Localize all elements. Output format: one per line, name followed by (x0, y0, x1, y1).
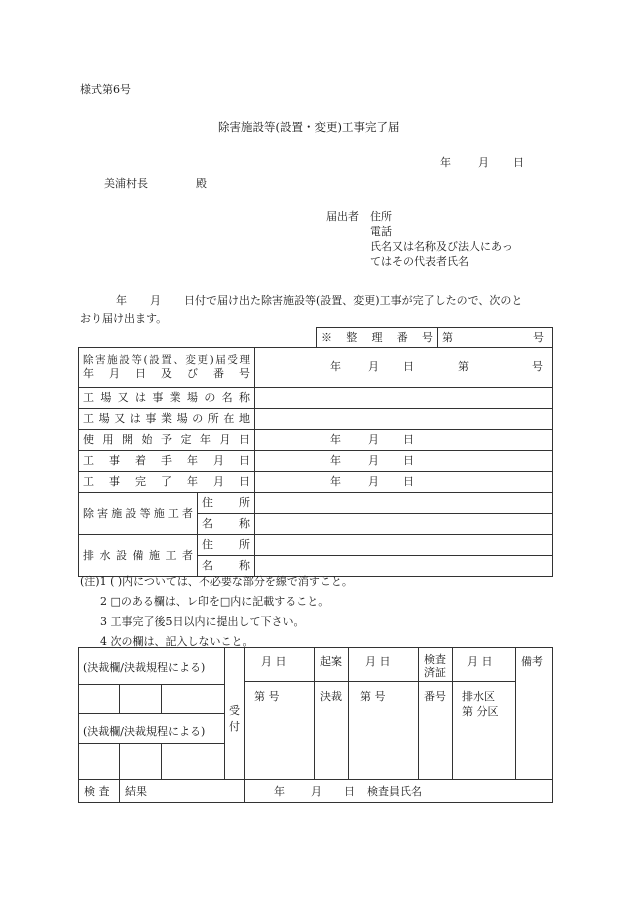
contractor2-name-value (255, 556, 553, 577)
reference-value-cell (438, 328, 553, 348)
contractor2-address-label: 住所 (198, 535, 255, 556)
kekka-label: 結果 (125, 785, 147, 798)
col-kensa-1: 検査 (424, 653, 446, 666)
dai-bunku: 第 分区 (462, 705, 499, 718)
row1-value (255, 348, 553, 388)
row5-month: 月 (368, 454, 379, 467)
col-month-day-3: 月 日 (467, 655, 493, 668)
table-row (79, 388, 553, 409)
applicant-phone-label: 電話 (370, 225, 392, 238)
intro-year: 年 (116, 294, 127, 307)
row1-label-cell (79, 348, 255, 388)
kensa-label: 検 査 (84, 785, 110, 798)
uketsuke-1: 受 (229, 704, 240, 717)
row6-label: 工事完了年月日 (79, 472, 255, 493)
intro-month: 月 (150, 294, 161, 307)
row3-value (255, 409, 553, 430)
row5-year: 年 (330, 454, 341, 467)
table-row (79, 451, 553, 472)
row5-day: 日 (403, 454, 414, 467)
row4-day: 日 (403, 433, 414, 446)
applicant-name-label-2: てはその代表者氏名 (370, 255, 469, 268)
row4-month: 月 (368, 433, 379, 446)
honorific: 殿 (196, 177, 207, 190)
document-title: 除害施設等(設置・変更)工事完了届 (218, 120, 400, 134)
table-row (79, 535, 553, 556)
row2-value (255, 388, 553, 409)
row4-label: 使用開始予定年月日 (79, 430, 255, 451)
row1-label-2: 年 月 日 及 び 番 号 (83, 367, 250, 381)
haisui-ku: 排水区 (462, 690, 495, 703)
col-kessai: 決裁 (320, 690, 342, 703)
kessai-label-1: (決裁欄/決裁規程による) (83, 661, 206, 674)
uketsuke-2: 付 (229, 720, 240, 733)
row6-value (255, 472, 553, 493)
date-month: 月 (478, 156, 489, 169)
contractor1-name-value (255, 514, 553, 535)
dai-go-1: 第 号 (254, 690, 280, 703)
table-row (79, 348, 553, 388)
contractor2-name-label: 名称 (198, 556, 255, 577)
bottom-table (78, 647, 553, 803)
contractor1-name-label: 名称 (198, 514, 255, 535)
note-3: 3 工事完了後5日以内に提出して下さい。 (100, 615, 305, 628)
table-row (79, 430, 553, 451)
intro-line1: 日付で届け出た除害施設等(設置、変更)工事が完了したので、次のと (184, 294, 523, 307)
table-row (79, 493, 553, 514)
row6-month: 月 (368, 475, 379, 488)
contractor2-address-value (255, 535, 553, 556)
col-month-day-2: 月 日 (365, 655, 391, 668)
note-1: (注)1 ( )内については、不必要な部分を線で消すこと。 (80, 575, 353, 588)
row2-label: 工場又は事業場の名称 (79, 388, 255, 409)
col-bango: 番号 (424, 690, 446, 703)
applicant-address-label: 住所 (370, 210, 392, 223)
dai-go-2: 第 号 (360, 690, 386, 703)
addressee: 美浦村長 (104, 177, 148, 190)
table-row (79, 409, 553, 430)
note-4: 4 次の欄は、記入しないこと。 (100, 635, 254, 648)
contractor1-label: 除害施設等施工者 (79, 493, 198, 535)
kensa-year: 年 (274, 785, 285, 798)
reference-label: ※ 整 理 番 号 (317, 328, 438, 348)
main-table (78, 347, 553, 577)
reference-number-table (316, 327, 553, 348)
intro-line2: おり届け出ます。 (80, 312, 168, 325)
row1-label-1: 除害施設等(設置、変更)届受理 (83, 354, 250, 367)
row1-month: 月 (368, 360, 379, 373)
row3-label: 工場又は事業場の所在地 (79, 409, 255, 430)
col-kian: 起案 (320, 655, 342, 668)
reference-dai: 第 (442, 330, 453, 344)
date-day: 日 (513, 156, 524, 169)
kensa-month: 月 (311, 785, 322, 798)
row1-dai: 第 (458, 360, 469, 373)
row6-day: 日 (403, 475, 414, 488)
kensa-day: 日 (344, 785, 355, 798)
applicant-name-label-1: 氏名又は名称及び法人にあっ (370, 240, 513, 253)
contractor1-address-label: 住所 (198, 493, 255, 514)
contractor1-address-value (255, 493, 553, 514)
row5-value (255, 451, 553, 472)
row1-day: 日 (403, 360, 414, 373)
date-year: 年 (440, 156, 451, 169)
form-number: 様式第6号 (80, 83, 131, 96)
note-2: 2 □のある欄は、レ印を□内に記載すること。 (100, 595, 330, 608)
row6-year: 年 (330, 475, 341, 488)
row4-value (255, 430, 553, 451)
col-month-day-1: 月 日 (261, 655, 287, 668)
reference-go: 号 (533, 330, 544, 344)
col-bikou: 備考 (521, 655, 543, 668)
inspector-name-label: 検査員氏名 (367, 785, 422, 798)
contractor2-label: 排水設備施工者 (79, 535, 198, 577)
applicant-label: 届出者 (326, 210, 359, 223)
table-row (79, 472, 553, 493)
col-kensa-2: 済証 (424, 666, 446, 679)
row4-year: 年 (330, 433, 341, 446)
row5-label: 工事着手年月日 (79, 451, 255, 472)
row1-year: 年 (330, 360, 341, 373)
kessai-label-2: (決裁欄/決裁規程による) (83, 725, 206, 738)
row1-go: 号 (532, 360, 543, 373)
